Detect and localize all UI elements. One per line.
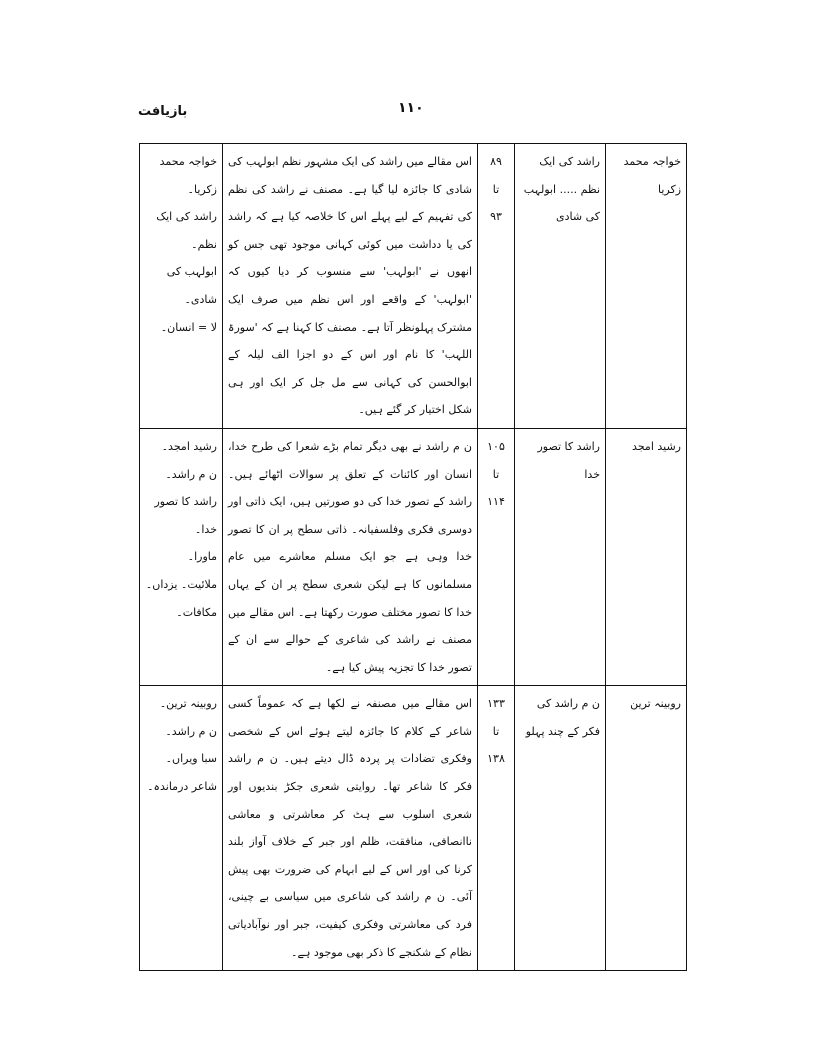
running-title: بازیافت xyxy=(138,104,188,119)
author-cell: رشید امجد xyxy=(606,428,687,685)
keywords-cell xyxy=(140,144,223,429)
keyword: ابولہب کی شادی۔ xyxy=(166,265,217,306)
author-cell: روبینہ ترین xyxy=(606,686,687,971)
keyword: رشید امجد۔ xyxy=(161,439,217,453)
page-start: ۱۳۳ xyxy=(487,697,505,711)
keyword: ماورا۔ xyxy=(187,550,217,564)
keyword: مکافات۔ xyxy=(176,605,217,619)
author-cell: خواجہ محمد زکریا xyxy=(606,144,687,429)
summary-cell: اس مقالے میں راشد کی ایک مشہور نظم ابولہب کی شادی کا جائزہ لیا گیا ہے۔ مصنف نے راشد کی نظم کی تفہیم کے لیے پہلے اس کا خلاصہ کیا ہے کہ راشد کی یا دداشت میں کوئی کہانی موجود تھی جس کو انھوں نے 'ابولہب' سے منسوب کر دیا کیوں کہ 'ابولہب' کے واقعے اور اس نظم میں صرف ایک مشترک پہلونظر آتا ہے۔ مصنف کا کہنا ہے کہ 'سورۃ اللہب' کا نام اور اس کے دو اجزا الف لیلہ کے ابوالحسن کی کہانی سے مل جل کر ایک اور ہی شکل اختیار کر گئے ہیں۔ xyxy=(223,144,478,429)
pages-cell xyxy=(478,428,515,685)
keyword: ن م راشد۔ xyxy=(165,724,217,738)
keywords-cell xyxy=(140,686,223,971)
page-end: ۹۳ xyxy=(490,210,502,224)
keyword: روبینہ ترین۔ xyxy=(159,697,217,711)
page-start: ۸۹ xyxy=(490,155,502,168)
title-cell: راشد کی ایک نظم ..... ابولہب کی شادی xyxy=(515,144,606,429)
keyword: شاعر درماندہ۔ xyxy=(147,780,217,794)
pages-cell xyxy=(478,144,515,429)
title-cell: ن م راشد کی فکر کے چند پہلو xyxy=(515,686,606,971)
table-row xyxy=(140,428,687,685)
keyword: خواجہ محمد زکریا۔ xyxy=(159,155,217,196)
table-row xyxy=(140,686,687,971)
page-separator: تا xyxy=(492,724,500,738)
page-end: ۱۱۴ xyxy=(487,495,505,509)
table-row xyxy=(140,144,687,429)
summary-cell: اس مقالے میں مصنفہ نے لکھا ہے کہ عموماً کسی شاعر کے کلام کا جائزہ لیتے ہوئے اس کے شخصی وفکری تضادات پر پردہ ڈال دیتے ہیں۔ ن م راشد فکر کا شاعر تھا۔ روایتی شعری جکڑ بندیوں اور شعری اسلوب سے ہٹ کر معاشرتی و معاشی ناانصافی، منافقت، ظلم اور جبر کے خلاف آواز بلند کرنا کی اور اس کے لیے ابہام کی ضرورت بھی پیش آئی۔ ن م راشد کی شاعری میں سیاسی بے چینی، فرد کی معاشرتی وفکری کیفیت، جبر اور نوآبادیاتی نظام کے شکنجے کا ذکر بھی موجود ہے۔ xyxy=(223,686,478,971)
keyword: راشد کا تصور خدا۔ xyxy=(154,495,217,536)
keyword: راشد کی ایک نظم۔ xyxy=(156,210,217,251)
page-separator: تا xyxy=(492,467,500,481)
page-number: ۱۱۰ xyxy=(398,100,424,116)
article-index-table xyxy=(139,143,687,971)
pages-cell xyxy=(478,686,515,971)
keyword: سبا ویراں۔ xyxy=(165,752,217,766)
keyword: ن م راشد۔ xyxy=(165,467,217,481)
summary-cell: ن م راشد نے بھی دیگر تمام بڑے شعرا کی طرح خدا، انسان اور کائنات کے تعلق پر سوالات اٹھائے ہیں۔ راشد کے تصور خدا کی دو صورتیں ہیں، ایک ذاتی اور دوسری فکری وفلسفیانہ۔ ذاتی سطح پر ان کا تصور خدا وہی ہے جو ایک مسلم معاشرے میں عام مسلمانوں کا ہے لیکن شعری سطح پر ان کے یہاں خدا کا تصور مختلف صورت رکھتا ہے۔ اس مقالے میں مصنف نے راشد کی شاعری کے حوالے سے ان کے تصور خدا کا تجزیہ پیش کیا ہے۔ xyxy=(223,428,478,685)
page-separator: تا xyxy=(492,182,500,196)
title-cell: راشد کا تصور خدا xyxy=(515,428,606,685)
keywords-cell xyxy=(140,428,223,685)
keyword: ملائیت۔ یزداں۔ xyxy=(145,577,217,591)
page-end: ۱۳۸ xyxy=(487,752,505,766)
page-start: ۱۰۵ xyxy=(487,439,505,453)
keyword: لا = انسان۔ xyxy=(160,320,217,334)
